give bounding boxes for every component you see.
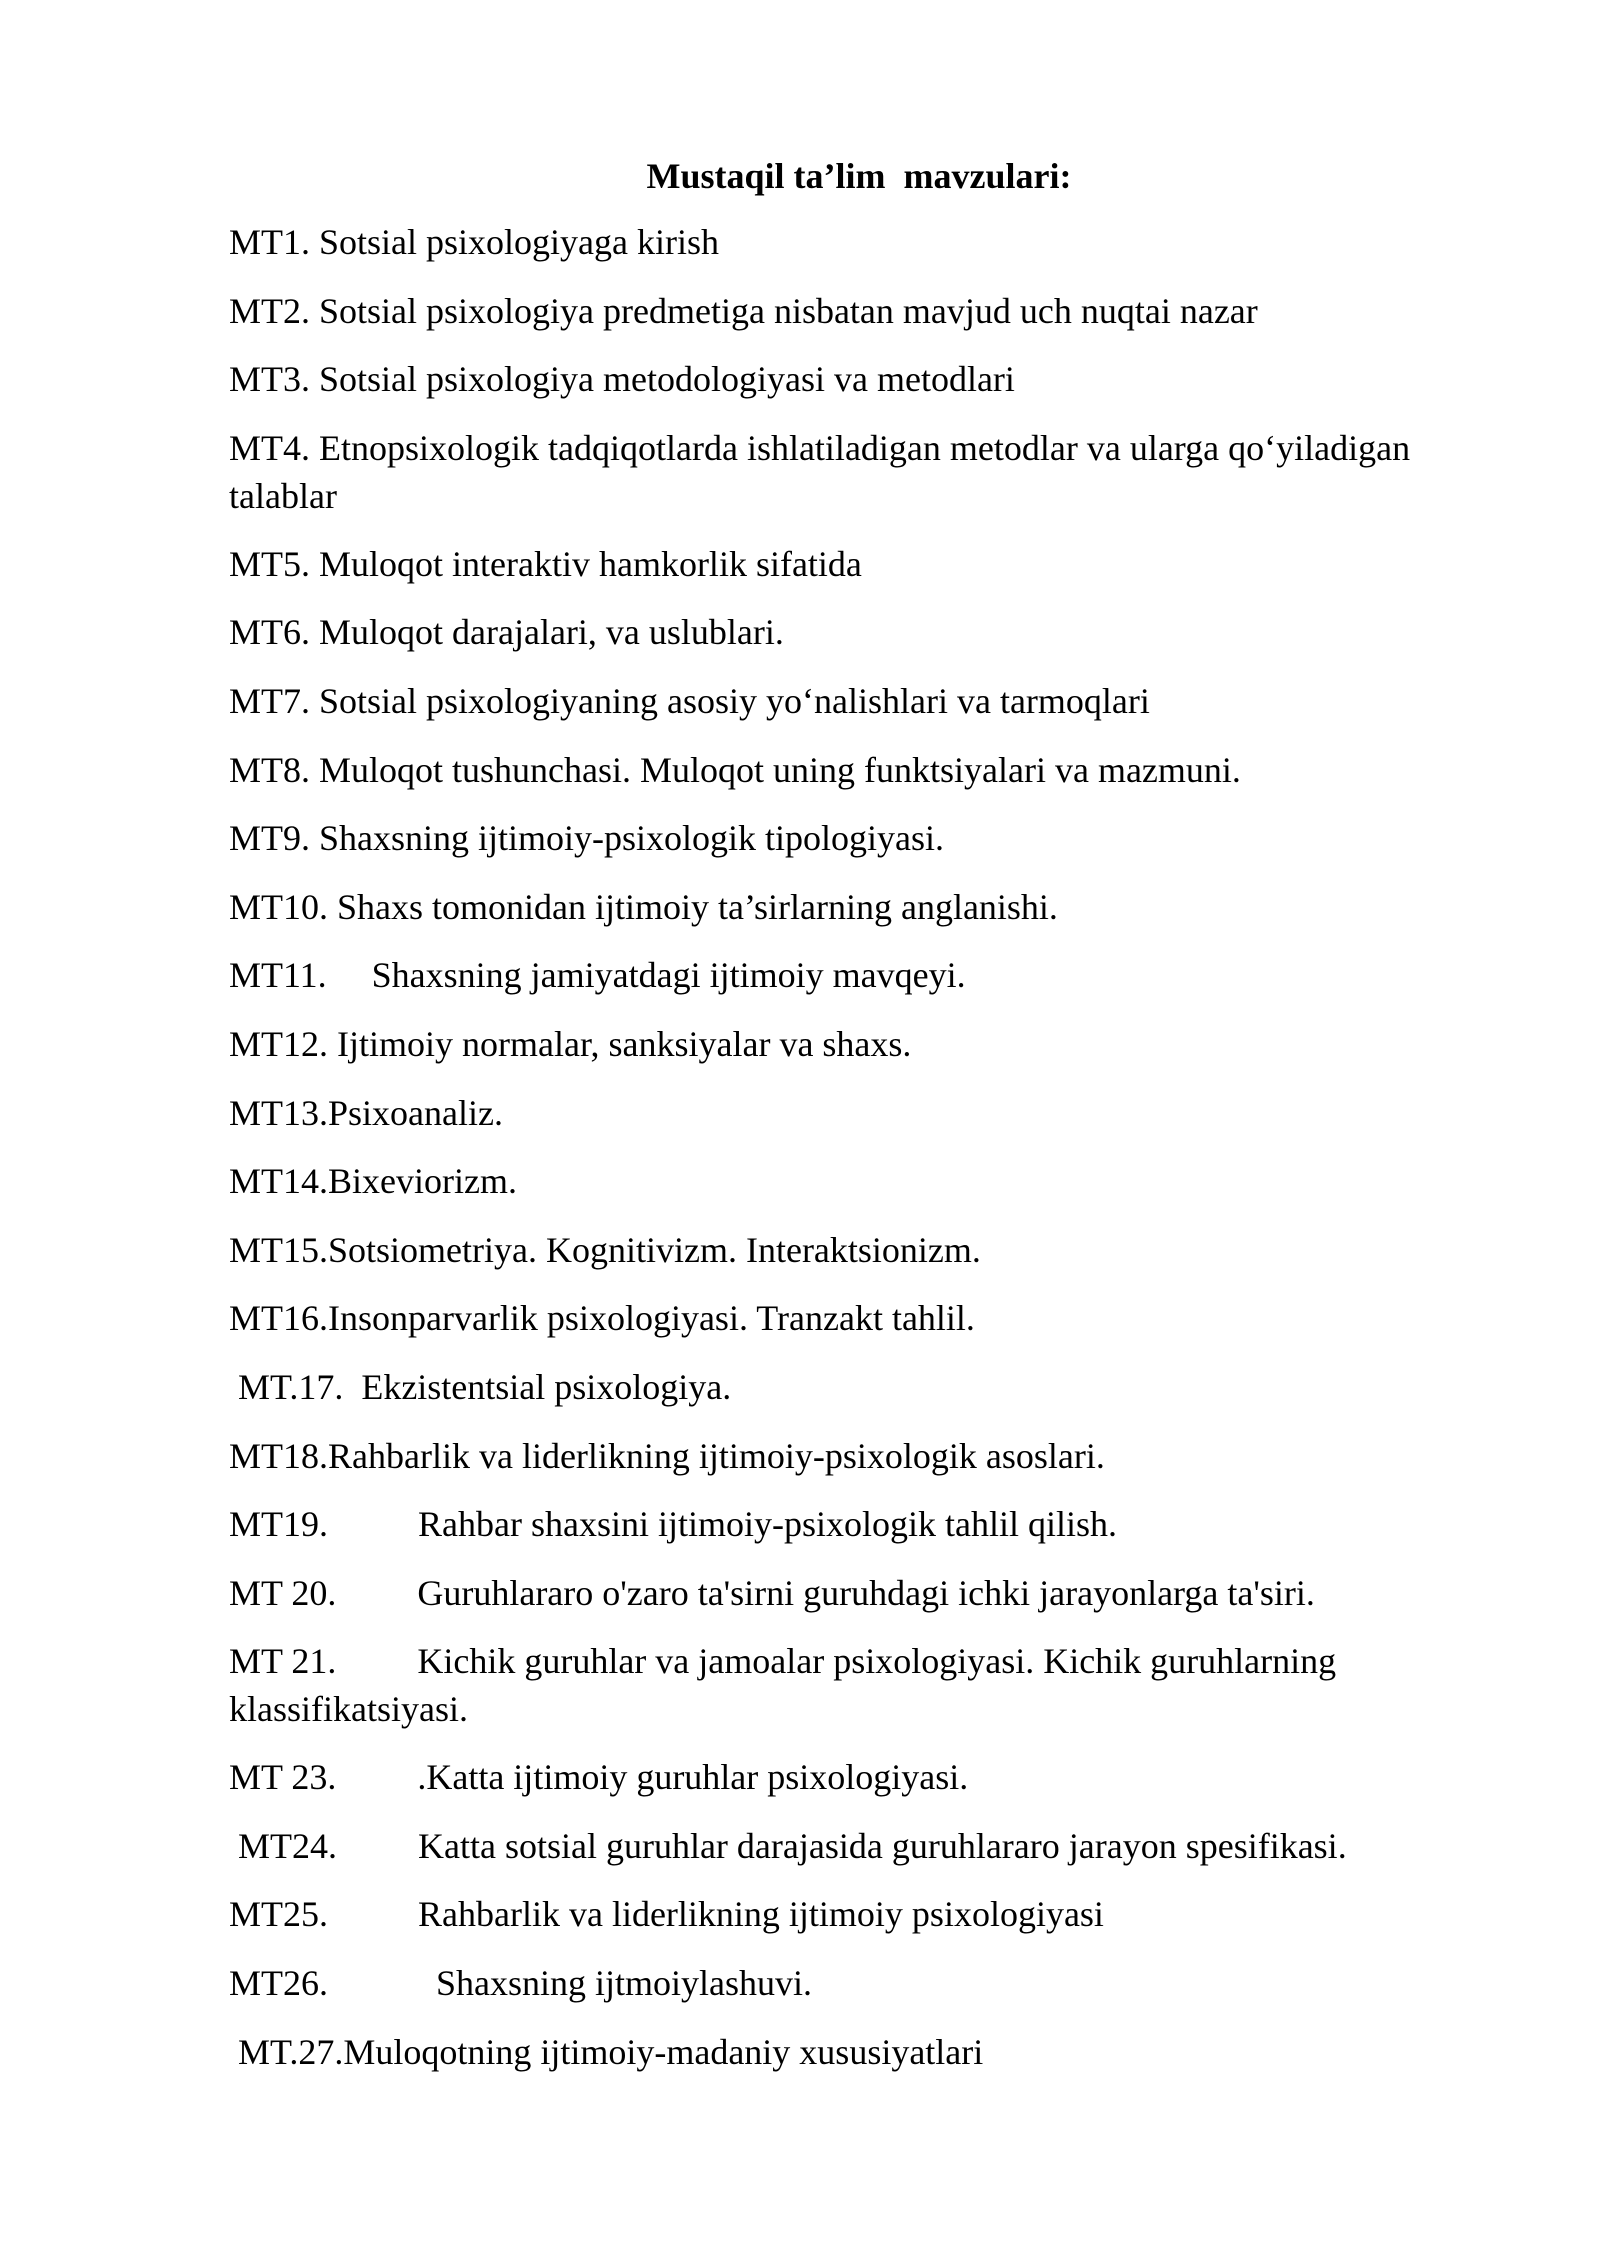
topic-list <box>229 218 1479 2096</box>
topic-item: MT6. Muloqot darajalari, va uslublari. <box>229 612 784 653</box>
topic-item: MT14.Bixeviorizm. <box>229 1161 517 1202</box>
topic-item: MT9. Shaxsning ijtimoiy-psixologik tipologiyasi. <box>229 818 945 859</box>
topic-item: MT4. Etnopsixologik tadqiqotlarda ishlatiladigan metodlar va ularga qo‘yiladigan talablar <box>229 427 1420 516</box>
topic-item: MT25. Rahbarlik va liderlikning ijtimoiy psixologiyasi <box>229 1894 1104 1935</box>
topic-item: MT19. Rahbar shaxsini ijtimoiy-psixologik tahlil qilish. <box>229 1504 1117 1545</box>
topic-item: MT24. Katta sotsial guruhlar darajasida guruhlararo jarayon spesifikasi. <box>229 1825 1347 1866</box>
topic-item: MT5. Muloqot interaktiv hamkorlik sifatida <box>229 543 862 584</box>
topic-item: MT26. Shaxsning ijtmoiylashuvi. <box>229 1963 813 2004</box>
topic-item: MT16.Insonparvarlik psixologiyasi. Tranzakt tahlil. <box>229 1298 975 1339</box>
topic-item: MT.27.Muloqotning ijtimoiy-madaniy xususiyatlari <box>229 2031 984 2072</box>
topic-item: MT 23. .Katta ijtimoiy guruhlar psixologiyasi. <box>229 1757 969 1798</box>
topic-item: MT7. Sotsial psixologiyaning asosiy yo‘nalishlari va tarmoqlari <box>229 680 1150 721</box>
topic-item: MT 21. Kichik guruhlar va jamoalar psixologiyasi. Kichik guruhlarning klassifikatsiyasi. <box>229 1641 1346 1730</box>
topic-item: MT2. Sotsial psixologiya predmetiga nisbatan mavjud uch nuqtai nazar <box>229 290 1258 331</box>
topic-item: MT8. Muloqot tushunchasi. Muloqot uning funktsiyalari va mazmuni. <box>229 749 1241 790</box>
topic-item: MT12. Ijtimoiy normalar, sanksiyalar va shaxs. <box>229 1023 912 1064</box>
topic-item: MT11. Shaxsning jamiyatdagi ijtimoiy mavqeyi. <box>229 955 966 996</box>
topic-item: MT 20. Guruhlararo o'zaro ta'sirni guruhdagi ichki jarayonlarga ta'siri. <box>229 1572 1315 1613</box>
topic-item: MT13.Psixoanaliz. <box>229 1092 503 1133</box>
topic-item: MT15.Sotsiometriya. Kognitivizm. Interaktsionizm. <box>229 1229 981 1270</box>
topic-item: MT18.Rahbarlik va liderlikning ijtimoiy-psixologik asoslari. <box>229 1435 1105 1476</box>
page-title: Mustaqil ta’lim mavzulari: <box>646 156 1072 196</box>
topic-item: MT1. Sotsial psixologiyaga kirish <box>229 222 719 262</box>
topic-item: MT10. Shaxs tomonidan ijtimoiy ta’sirlarning anglanishi. <box>229 886 1058 927</box>
topic-item: MT3. Sotsial psixologiya metodologiyasi va metodlari <box>229 359 1015 400</box>
topic-item: MT.17. Ekzistentsial psixologiya. <box>229 1366 732 1407</box>
